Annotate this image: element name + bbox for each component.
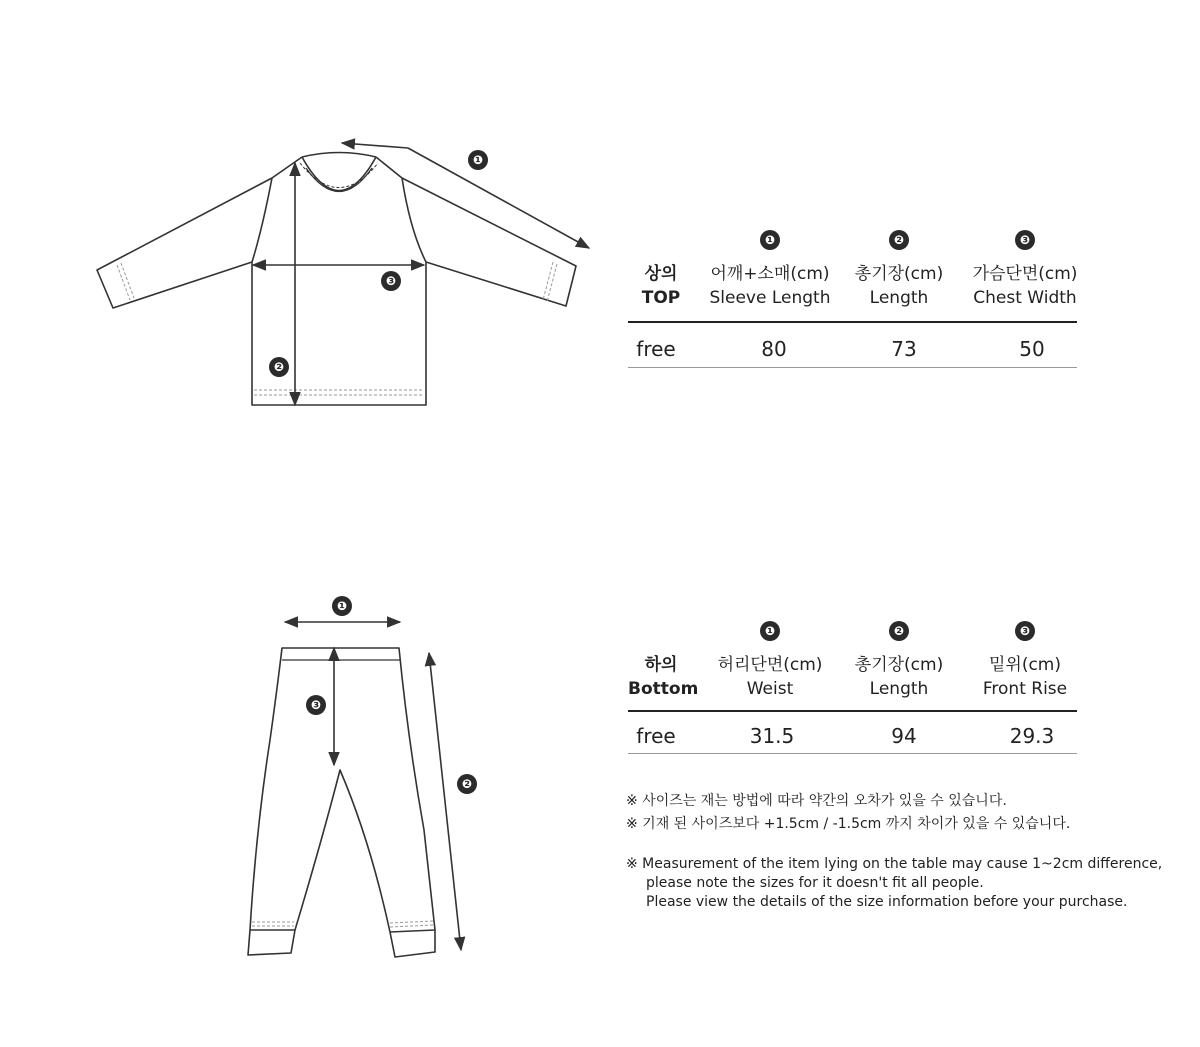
bottom-size-free: free: [636, 724, 676, 748]
top-header-rule: [628, 321, 1077, 323]
bottom-col2-header: [834, 653, 964, 701]
size-note-english: [626, 855, 1162, 912]
note-en-line2: please note the sizes for it doesn't fit all people.: [646, 875, 984, 891]
size-notes-korean: [626, 790, 1070, 836]
pants-marker-waist: ❶: [332, 596, 352, 616]
top-size-free: free: [636, 337, 676, 361]
top-col2-header: [834, 262, 964, 310]
top-col1-en: Sleeve Length: [709, 288, 831, 308]
bottom-col3-en: Front Rise: [982, 679, 1068, 699]
bottom-value-waist: 31.5: [749, 724, 795, 748]
bottom-col2-en: Length: [869, 679, 929, 699]
bottom-section-ko: 하의: [644, 655, 678, 675]
top-col1-marker: ❶: [760, 230, 780, 250]
top-col2-marker: ❷: [889, 230, 909, 250]
note-ko-1: ※ 사이즈는 재는 방법에 따라 약간의 오차가 있을 수 있습니다.: [626, 793, 1007, 809]
top-col3-ko: 가슴단면(cm): [972, 264, 1078, 284]
shirt-marker-length: ❷: [269, 357, 289, 377]
pants-outline: [248, 648, 435, 957]
bottom-col1-ko: 허리단면(cm): [717, 655, 823, 675]
pants-marker-length: ❷: [457, 774, 477, 794]
top-col2-en: Length: [869, 288, 929, 308]
top-section-label: [628, 262, 694, 310]
note-ko-2: ※ 기재 된 사이즈보다 +1.5cm / -1.5cm 까지 차이가 있을 수 있습니다.: [626, 816, 1071, 832]
bottom-col3-marker: ❸: [1015, 621, 1035, 641]
bottom-section-en: Bottom: [628, 679, 699, 699]
top-col3-marker: ❸: [1015, 230, 1035, 250]
bottom-row-rule: [628, 753, 1077, 754]
bottom-col2-marker: ❷: [889, 621, 909, 641]
bottom-col1-en: Weist: [746, 679, 794, 699]
bottom-header-rule: [628, 710, 1077, 712]
bottom-col3-ko: 밑위(cm): [988, 655, 1061, 675]
bottom-col1-marker: ❶: [760, 621, 780, 641]
top-col1-ko: 어깨+소매(cm): [710, 264, 830, 284]
shirt-marker-sleeve: ❶: [468, 150, 488, 170]
shirt-outline: [97, 153, 576, 406]
top-row-rule: [628, 367, 1077, 368]
top-col3-header: [960, 262, 1090, 310]
pants-marker-rise: ❸: [306, 695, 326, 715]
top-section-en: TOP: [641, 288, 681, 308]
bottom-value-rise: 29.3: [1009, 724, 1055, 748]
top-col3-en: Chest Width: [973, 288, 1077, 308]
bottom-value-length: 94: [891, 724, 917, 748]
bottom-section-label: [628, 653, 699, 701]
shirt-marker-chest: ❸: [381, 271, 401, 291]
bottom-col3-header: [960, 653, 1090, 701]
top-value-length: 73: [891, 337, 917, 361]
top-section-ko: 상의: [644, 264, 678, 284]
top-col1-header: [700, 262, 840, 310]
top-value-chest: 50: [1019, 337, 1045, 361]
top-col2-ko: 총기장(cm): [854, 264, 944, 284]
top-size-table: [628, 228, 1077, 370]
note-en-line3: Please view the details of the size information before your purchase.: [646, 894, 1128, 910]
pants-measure-arrows: [285, 622, 461, 950]
shirt-measure-arrows: [253, 143, 589, 405]
bottom-col2-ko: 총기장(cm): [854, 655, 944, 675]
top-value-sleeve: 80: [761, 337, 787, 361]
bottom-col1-header: [700, 653, 840, 701]
pants-stitching: [252, 921, 433, 927]
bottom-size-table: [628, 619, 1077, 757]
note-en-line1: ※ Measurement of the item lying on the table may cause 1~2cm difference,: [626, 856, 1163, 872]
